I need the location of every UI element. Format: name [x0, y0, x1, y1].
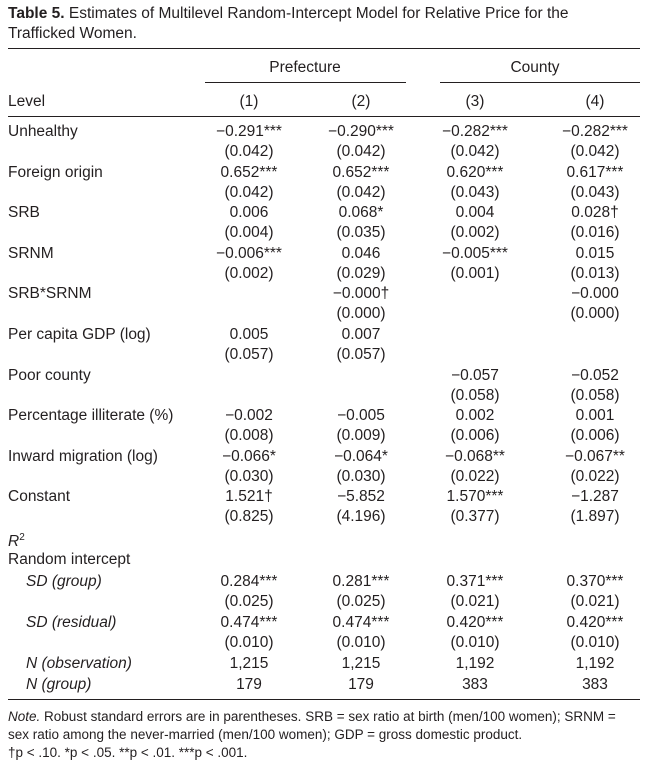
caption-label: Table 5. — [8, 5, 65, 22]
row-label: Constant — [8, 488, 71, 506]
coef-cell: 0.068* — [338, 204, 384, 222]
n-value-cell: 383 — [582, 676, 608, 693]
row-label: SRB — [8, 204, 40, 222]
random-coef-cell: 0.281*** — [332, 573, 390, 590]
se-cell: (0.042) — [224, 143, 274, 160]
n-value-cell: 383 — [462, 676, 488, 693]
row-label: Unhealthy — [8, 123, 78, 140]
row-label: Foreign origin — [8, 163, 103, 181]
coef-cell: −0.000† — [332, 285, 390, 303]
coef-cell: −0.290*** — [328, 123, 394, 140]
random-coef-cell: 0.474*** — [332, 614, 390, 631]
se-cell: (4.196) — [336, 508, 386, 526]
se-cell: (0.057) — [336, 346, 386, 363]
coef-cell: −5.852 — [337, 488, 385, 506]
se-cell: (0.057) — [224, 346, 274, 363]
se-cell: (0.008) — [224, 427, 274, 445]
random-coef-cell: 0.420*** — [566, 614, 624, 631]
se-cell: (0.022) — [450, 467, 500, 485]
coef-cell: −0.005*** — [442, 244, 508, 262]
row-label: Percentage illiterate (%) — [8, 407, 174, 425]
se-cell: (0.009) — [336, 427, 386, 445]
random-se-cell: (0.025) — [224, 593, 274, 610]
coef-cell: −0.291*** — [216, 123, 282, 140]
caption-text: Estimates of Multilevel Random-Intercept Model for Relative Price for the Trafficked Women. — [8, 5, 569, 42]
se-cell: (0.042) — [450, 143, 500, 160]
bottom-rule — [8, 699, 640, 700]
se-cell: (0.022) — [570, 467, 620, 485]
se-cell: (0.030) — [336, 467, 386, 485]
random-coef-cell: 0.370*** — [566, 573, 624, 590]
coef-cell: −0.006*** — [216, 244, 282, 262]
column-header-3: (3) — [465, 93, 485, 110]
coef-cell: −0.282*** — [442, 123, 508, 140]
coef-cell: 1.521† — [225, 488, 273, 506]
column-header-1: (1) — [239, 93, 259, 110]
random-row-label: SD (group) — [26, 573, 102, 590]
se-cell: (0.029) — [336, 264, 386, 282]
coef-cell: −0.005 — [337, 407, 385, 425]
n-value-cell: 1,215 — [229, 655, 269, 672]
se-cell: (0.058) — [450, 386, 500, 404]
random-coef-cell: 0.371*** — [446, 573, 504, 590]
random-intercept-label: Random intercept — [8, 551, 131, 568]
random-coef-cell: 0.474*** — [220, 614, 278, 631]
se-cell: (0.042) — [336, 143, 386, 160]
coef-cell: 1.570*** — [446, 488, 504, 506]
coef-cell: −0.000 — [571, 285, 619, 303]
row-label: SRB*SRNM — [8, 285, 92, 303]
coef-cell: −0.064* — [334, 447, 388, 465]
n-row-label: N (observation) — [26, 655, 132, 672]
n-value-cell: 179 — [236, 676, 262, 693]
note-significance: †p < .10. *p < .05. **p < .01. ***p < .001. — [8, 745, 248, 760]
n-value-cell: 179 — [348, 676, 374, 693]
random-se-cell: (0.010) — [570, 634, 620, 651]
coef-cell: −0.052 — [571, 366, 619, 384]
se-cell: (0.825) — [224, 508, 274, 526]
coef-cell: −1.287 — [571, 488, 619, 506]
coef-cell: 0.028† — [571, 204, 619, 222]
random-coef-cell: 0.284*** — [220, 573, 278, 590]
note-label: Note. — [8, 709, 41, 724]
n-value-cell: 1,192 — [575, 655, 615, 672]
se-cell: (0.000) — [336, 305, 386, 323]
coef-cell: −0.282*** — [562, 123, 628, 140]
random-se-cell: (0.021) — [450, 593, 500, 610]
se-cell: (0.030) — [224, 467, 274, 485]
r2-label: $R^2$ — [8, 532, 25, 551]
coef-cell: 0.046 — [341, 244, 381, 262]
random-se-cell: (0.010) — [336, 634, 386, 651]
row-label: Inward migration (log) — [8, 447, 158, 465]
se-cell: (0.000) — [570, 305, 620, 323]
coef-cell: 0.006 — [229, 204, 269, 222]
group-header-county: County — [510, 59, 560, 76]
se-cell: (0.035) — [336, 224, 386, 242]
se-cell: (0.042) — [336, 183, 386, 201]
se-cell: (0.042) — [570, 143, 620, 160]
se-cell: (0.042) — [224, 183, 274, 201]
se-cell: (0.006) — [570, 427, 620, 445]
group-header-prefecture: Prefecture — [269, 59, 341, 76]
coef-cell: −0.066* — [222, 447, 276, 465]
n-value-cell: 1,215 — [341, 655, 381, 672]
header-rule — [8, 116, 640, 117]
column-header-4: (4) — [585, 93, 605, 110]
se-cell: (0.043) — [450, 183, 500, 201]
random-se-cell: (0.010) — [224, 634, 274, 651]
row-label: SRNM — [8, 244, 54, 262]
row-label: Per capita GDP (log) — [8, 326, 151, 343]
se-cell: (0.006) — [450, 427, 500, 445]
level-header: Level — [8, 93, 46, 110]
coef-cell: 0.652*** — [220, 163, 278, 181]
n-row-label: N (group) — [26, 676, 92, 693]
n-value-cell: 1,192 — [455, 655, 495, 672]
se-cell: (0.002) — [224, 264, 274, 282]
table-note — [8, 708, 640, 762]
group-rule-prefecture — [205, 82, 406, 83]
se-cell: (0.013) — [570, 264, 620, 282]
group-rule-county — [440, 82, 640, 83]
se-cell: (0.002) — [450, 224, 500, 242]
se-cell: (0.001) — [450, 264, 500, 282]
coef-cell: −0.057 — [451, 366, 499, 384]
random-se-cell: (0.021) — [570, 593, 620, 610]
coef-cell: 0.617*** — [566, 163, 624, 181]
se-cell: (0.043) — [570, 183, 620, 201]
coef-cell: 0.002 — [455, 407, 495, 425]
coef-cell: 0.007 — [341, 326, 381, 343]
column-header-2: (2) — [351, 93, 371, 110]
se-cell: (0.377) — [450, 508, 500, 526]
top-rule — [8, 48, 640, 49]
se-cell: (1.897) — [570, 508, 620, 526]
coef-cell: 0.005 — [229, 326, 269, 343]
coef-cell: 0.001 — [575, 407, 615, 425]
coef-cell: 0.652*** — [332, 163, 390, 181]
coef-cell: −0.067** — [565, 447, 625, 465]
row-label: Poor county — [8, 366, 91, 384]
se-cell: (0.004) — [224, 224, 274, 242]
coef-cell: −0.068** — [445, 447, 505, 465]
random-se-cell: (0.010) — [450, 634, 500, 651]
note-text: Robust standard errors are in parentheses. SRB = sex ratio at birth (men/100 women); SRNM = sex ratio among the never-married (men/100 women); GDP = gross domestic product. — [8, 709, 616, 742]
coef-cell: 0.620*** — [446, 163, 504, 181]
coef-cell: 0.015 — [575, 244, 615, 262]
se-cell: (0.058) — [570, 386, 620, 404]
random-row-label: SD (residual) — [26, 614, 117, 631]
random-coef-cell: 0.420*** — [446, 614, 504, 631]
coef-cell: 0.004 — [455, 204, 495, 222]
coef-cell: −0.002 — [225, 407, 273, 425]
table-caption — [8, 4, 638, 44]
se-cell: (0.016) — [570, 224, 620, 242]
random-se-cell: (0.025) — [336, 593, 386, 610]
